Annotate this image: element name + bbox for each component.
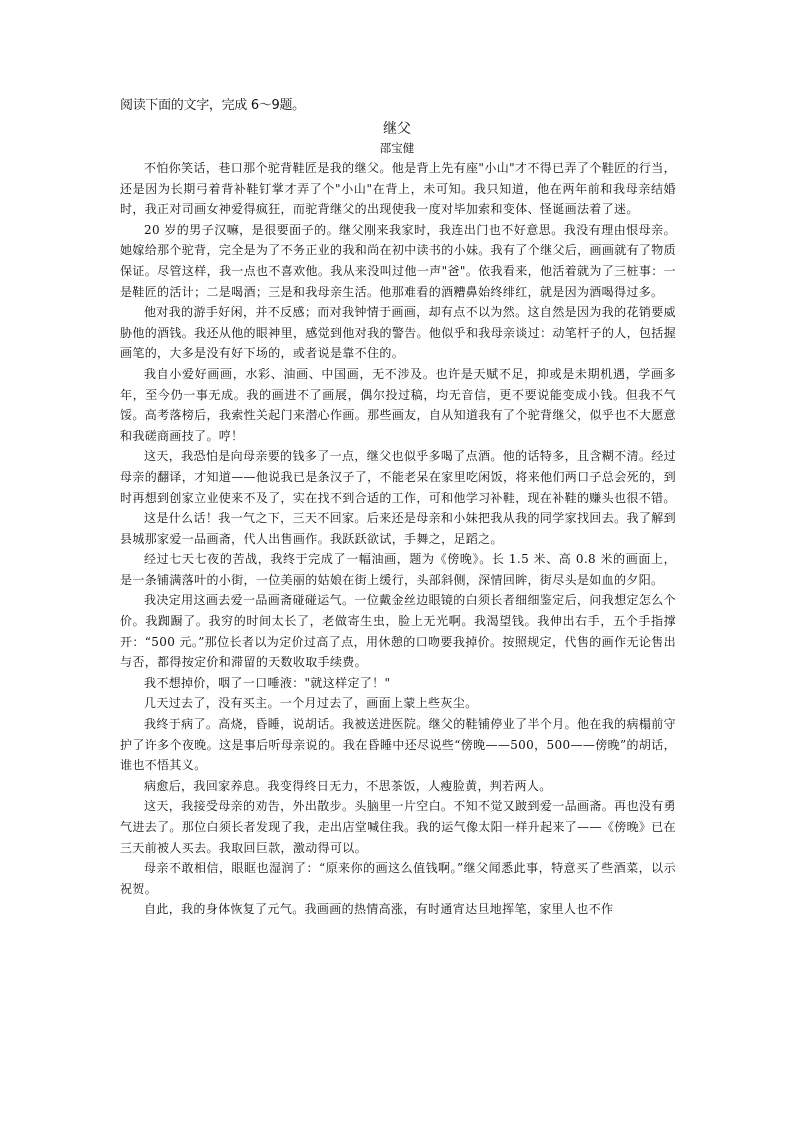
paragraph-2: 20 岁的男子汉嘛，是很要面子的。继父刚来我家时，我连出门也不好意思。我没有理由恨母亲。她嫁给那个驼背，完全是为了不务正业的我和尚在初中读书的小妹。我有了个继父后，画画就有了物质保证。尽管这样，我一点也不喜欢他。我从来没叫过他一声"爸"。依我看来，他活着就为了三桩事：一是鞋匠的活计；二是喝酒；三是和我母亲生活。他那难看的酒糟鼻始终绯红，就是因为酒喝得过多。 (120, 222, 676, 299)
article-title: 继父 (383, 121, 411, 137)
paragraph-8: 我决定用这画去爱一品画斋碰碰运气。一位戴金丝边眼镜的白须长者细细鉴定后，问我想定怎么个价。我踟蹰了。我穷的时间太长了，老做寄生虫，脸上无光啊。我渴望钱。我伸出右手，五个手指撑开：“500 元。”那位长者以为定价过高了点，用休憩的口吻要我掉价。按照规定，代售的画作无论售出与否，都得按定价和滞留的天数收取手续费。 (120, 593, 676, 670)
paragraph-4: 我自小爱好画画，水彩、油画、中国画，无不涉及。也许是天赋不足，抑或是未期机遇，学画多年，至今仍一事无成。我的画进不了画展，偶尔投过稿，均无音信，更不要说能变成小钱。但我不气馁。高考落榜后，我索性关起门来潜心作画。那些画友，自从知道我有了个驼背继父，似乎也不大愿意和我磋商画技了。哼！ (120, 366, 676, 443)
paragraph-3: 他对我的游手好闲，并不反感；而对我钟情于画画，却有点不以为然。这自然是因为我的花销要威胁他的酒钱。我还从他的眼神里，感觉到他对我的警告。他似乎和我母亲谈过：动笔杆子的人，包括握画笔的，大多是没有好下场的，或者说是靠不住的。 (120, 305, 676, 361)
paragraph-6: 这是什么话！我一气之下，三天不回家。后来还是母亲和小妹把我从我的同学家找回去。我了解到县城那家爱一品画斋，代人出售画作。我跃跃欲试，手舞之，足蹈之。 (120, 511, 676, 546)
article-body (120, 158, 676, 920)
paragraph-5: 这天，我恐怕是向母亲要的钱多了一点，继父也似乎多喝了点酒。他的话特多，且含糊不清。经过母亲的翻译，才知道——他说我已是条汉子了，不能老呆在家里吃闲饭，将来他们两口子总会死的，到时再想到创家立业使来不及了，实在找不到合适的工作，可和他学习补鞋，现在补鞋的赚头也很不错。 (120, 449, 676, 505)
paragraph-11: 我终于病了。高烧，昏睡，说胡话。我被送进医院。继父的鞋铺停业了半个月。他在我的病榻前守护了许多个夜晚。这是事后听母亲说的。我在昏睡中还尽说些“傍晚——500，500——傍晚”的胡话，谁也不悟其义。 (120, 717, 676, 773)
paragraph-1: 不怕你笑话，巷口那个驼背鞋匠是我的继父。他是背上先有座"小山"才不得已弄了个鞋匠的行当，还是因为长期弓着背补鞋钉掌才弄了个"小山"在背上，未可知。我只知道，他在两年前和我母亲结婚时，我正对司画女神爱得疯狂，而驼背继父的出现使我一度对毕加索和变体、怪诞画法着了迷。 (120, 161, 676, 217)
paragraph-12: 病愈后，我回家养息。我变得终日无力，不思茶饭，人瘦脸黄，判若两人。 (144, 778, 552, 793)
paragraph-9: 我不想掉价，咽了一口唾液："就这样定了！" (144, 675, 391, 690)
article-author: 邵宝健 (379, 141, 415, 155)
reading-instruction: 阅读下面的文字，完成 6～9题。 (120, 98, 305, 113)
paragraph-13: 这天，我接受母亲的劝告，外出散步。头脑里一片空白。不知不觉又跛到爱一品画斋。再也没有勇气进去了。那位白须长者发现了我，走出店堂喊住我。我的运气像太阳一样升起来了——《傍晚》已在三天前被人买去。我取回巨款，激动得可以。 (120, 799, 676, 855)
paragraph-7: 经过七天七夜的苦战，我终于完成了一幅油画，题为《傍晚》。长 1.5 米、高 0.8 米的画面上，是一条铺满落叶的小街，一位美丽的姑娘在街上缓行，头部斜侧，深情回眸，街尽头是如血的夕阳。 (120, 552, 676, 587)
paragraph-14: 母亲不敢相信，眼眶也湿润了：“原来你的画这么值钱啊。”继父闻悉此事，特意买了些酒菜，以示祝贺。 (120, 861, 676, 896)
paragraph-10: 几天过去了，没有买主。一个月过去了，画面上蒙上些灰尘。 (144, 696, 478, 711)
paragraph-15: 自此，我的身体恢复了元气。我画画的热情高涨，有时通宵达旦地挥笔，家里人也不作 (144, 902, 614, 917)
